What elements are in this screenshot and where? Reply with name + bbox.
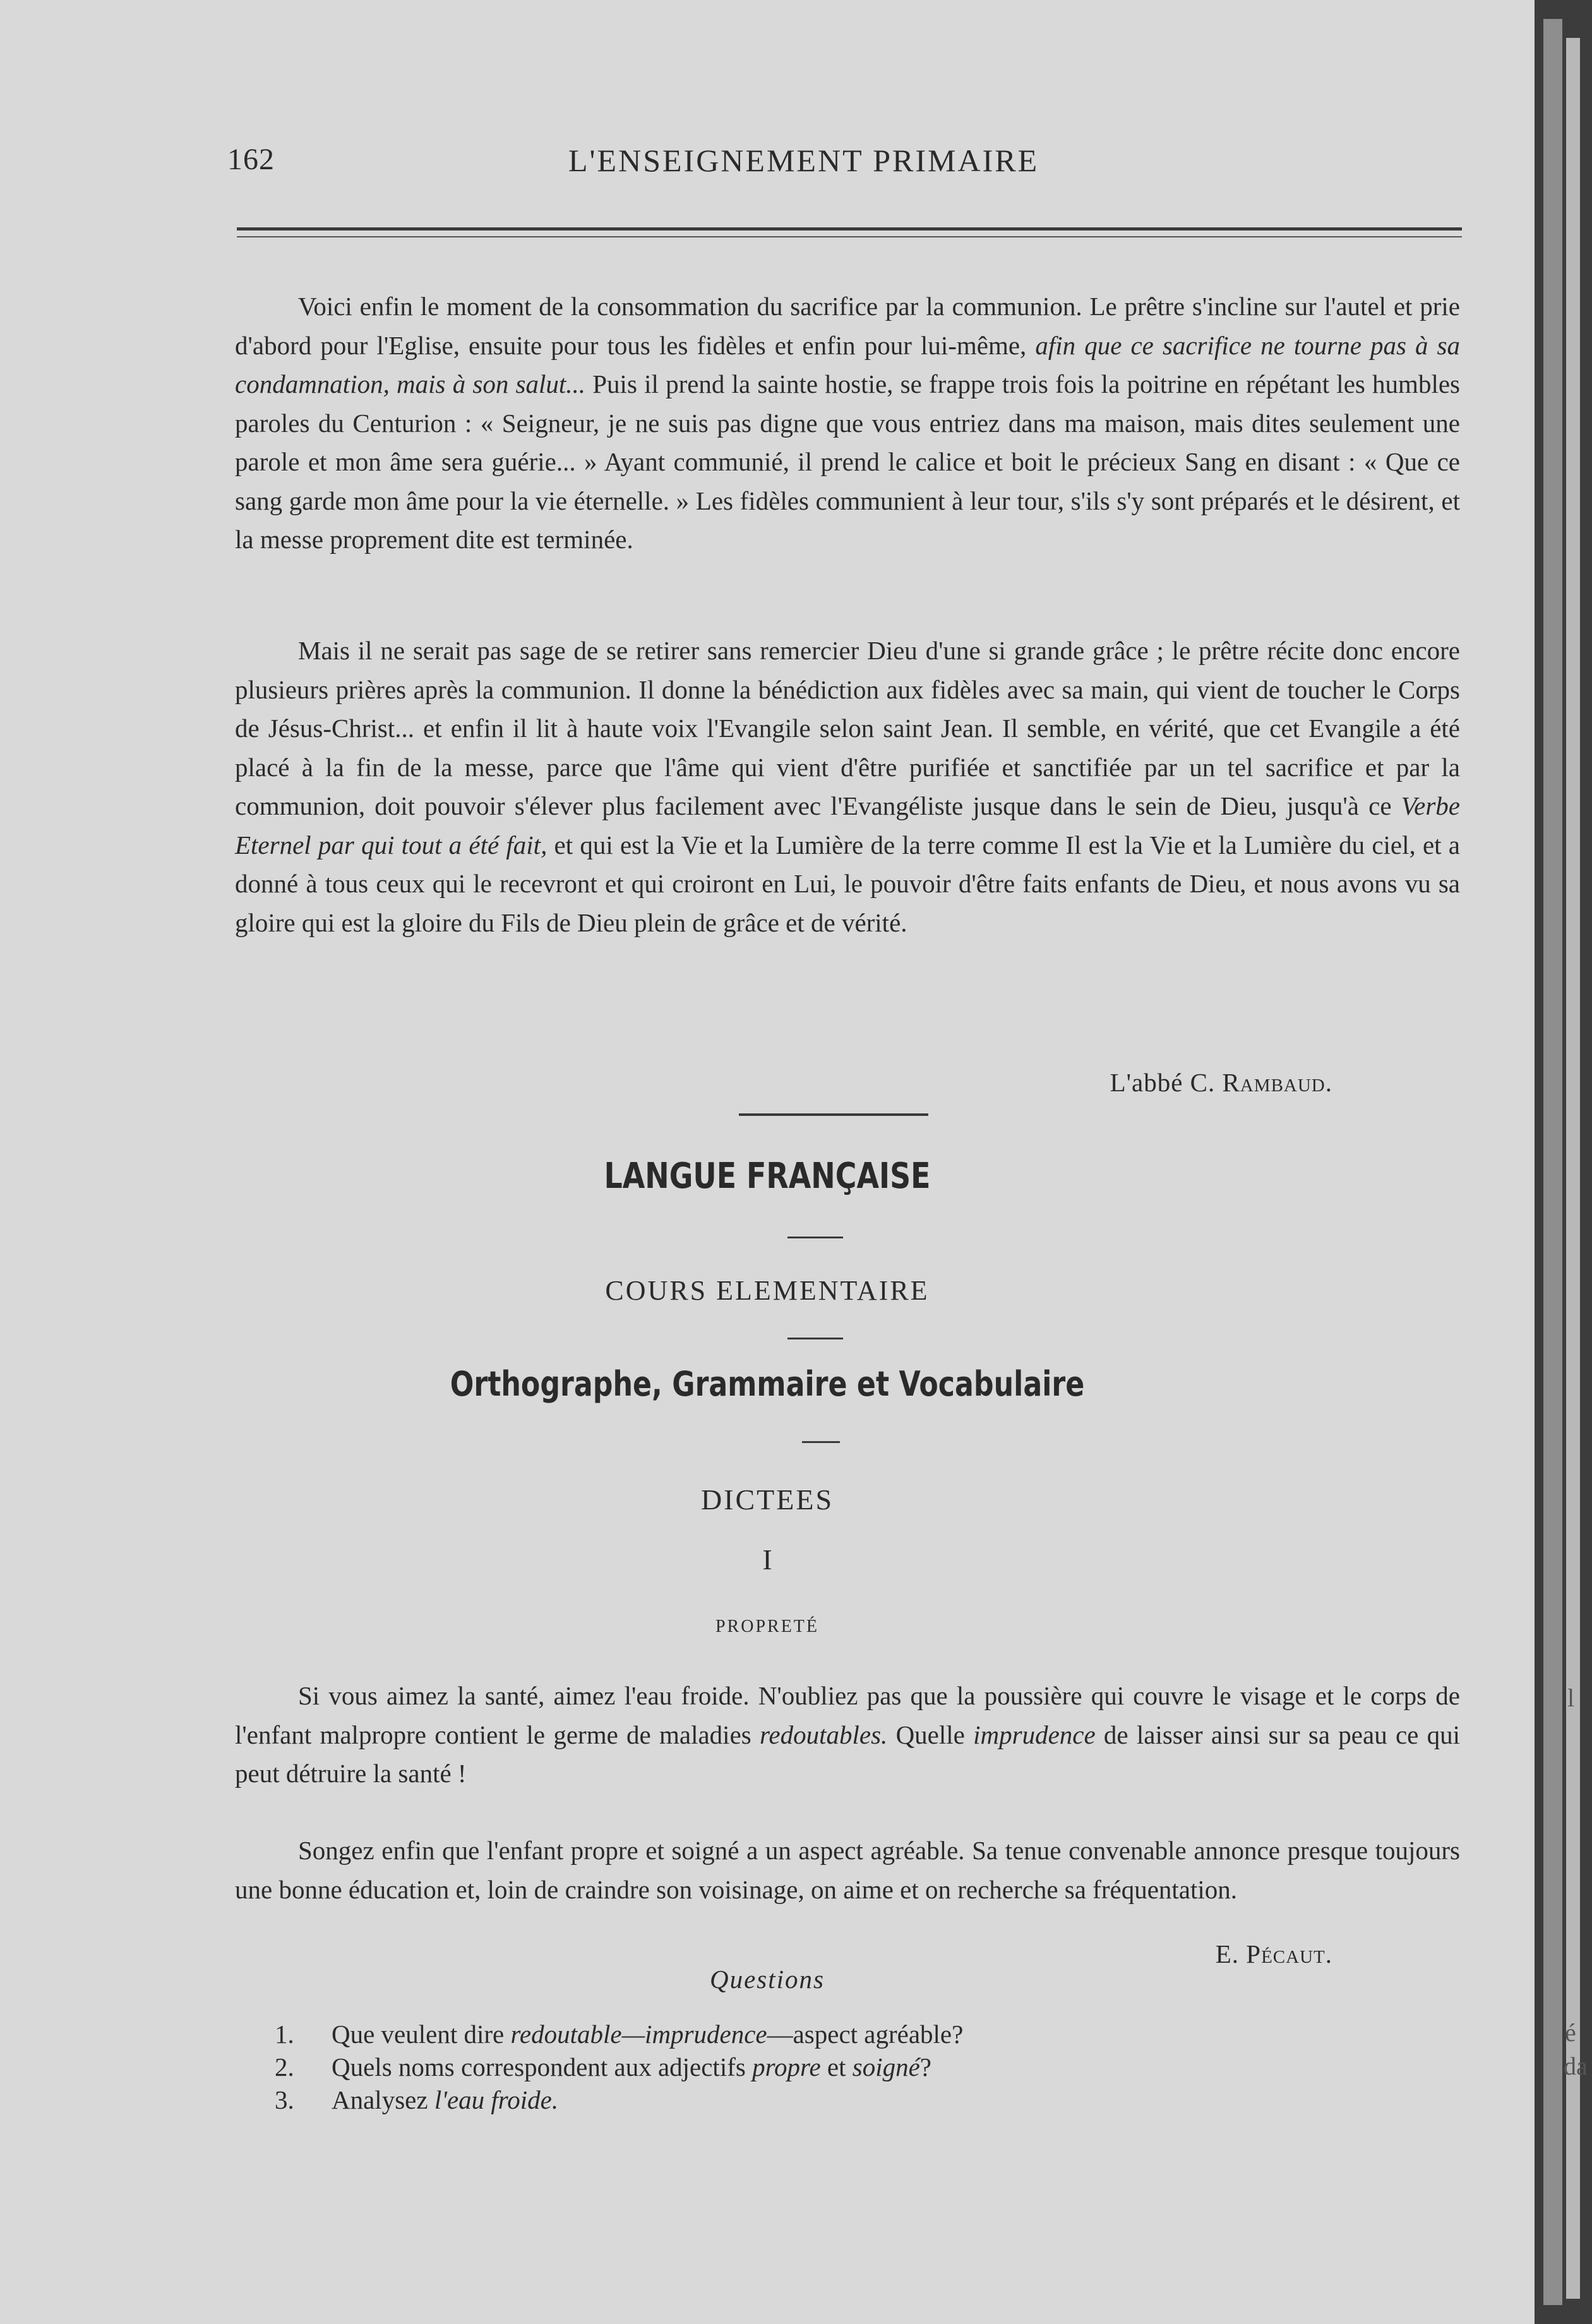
question-text: Analysez: [332, 2085, 434, 2114]
adjacent-page-fragment: da: [1564, 2052, 1588, 2080]
paragraph-text: et qui est la Vie et la Lumière de la terre comme Il est la Vie et la Lumière du ciel, et a donné à tous ceux qui le recevront et qui croiront en Lui, le pouvoir d'être faits enfants de Dieu, et nous avons vu sa gloire qui est la gloire du Fils de Dieu plein de grâce et de vérité.: [235, 830, 1460, 937]
adjacent-page-fragment: l: [1567, 1684, 1575, 1712]
page-number: 162: [227, 143, 275, 176]
signature-prefix: L'abbé C.: [1110, 1068, 1223, 1097]
course-level: COURS ELEMENTAIRE: [605, 1275, 930, 1306]
question-text: et: [820, 2052, 853, 2081]
article-paragraph-2: [235, 632, 1460, 942]
header-rule-thin: [237, 236, 1462, 237]
page-edge-shadow: [1543, 19, 1562, 2305]
article-paragraph-1: [235, 287, 1460, 560]
italic-word: propre: [752, 2052, 821, 2081]
question-number: 1.: [275, 2020, 294, 2049]
short-divider: [787, 1237, 843, 1238]
header-rule-thick: [237, 227, 1462, 231]
italic-phrase: Verbe Eternel par qui tout a été fait,: [235, 791, 1460, 860]
short-divider: [787, 1338, 843, 1339]
paragraph-text: Si vous aimez la santé, aimez l'eau froide. N'oubliez pas que la poussière qui couvre le visage et le corps de l'enfant malpropre contient le germe de maladies: [235, 1681, 1460, 1749]
page-header: [227, 142, 1465, 193]
page-edge-paper: [1566, 38, 1580, 2299]
adjacent-page-fragment: é: [1565, 2018, 1576, 2047]
signature-prefix: E.: [1215, 1939, 1247, 1968]
paragraph-text: Quelle: [887, 1720, 974, 1749]
section-divider: [739, 1113, 928, 1116]
dictation-topic: PROPRETÉ: [715, 1617, 820, 1636]
paragraph-text: de laisser ainsi sur sa peau ce qui peut détruire la santé !: [235, 1720, 1460, 1788]
questions-list: [275, 2018, 1475, 2116]
dictees-heading: DICTEES: [700, 1483, 834, 1516]
paragraph-text: Songez enfin que l'enfant propre et soigné a un aspect agréable. Sa tenue convenable annonce presque toujours une bonne éducation et, loin de craindre son voisinage, on aime et on recherche sa fréquentation.: [235, 1836, 1460, 1904]
italic-phrase: afin que ce sacrifice ne tourne pas à sa condamnation, mais à son salut...: [235, 330, 1460, 398]
short-divider: [802, 1441, 840, 1443]
italic-word: soigné: [852, 2052, 920, 2081]
section-subtitle: Orthographe, Grammaire et Vocabulaire: [450, 1364, 1085, 1404]
paragraph-text: Puis il prend la sainte hostie, se frappe trois fois la poitrine en répétant les humbles paroles du Centurion : « Seigneur, je ne suis pas digne que vous entriez dans ma maison, mais dites seulement une parole et mon âme sera guérie... » Ayant communié, il prend le calice et boit le précieux Sang en disant : « Que ce sang garde mon âme pour la vie éternelle. » Les fidèles communient à leur tour, s'ils s'y sont préparés et le désirent, et la messe proprement dite est terminée.: [235, 369, 1460, 554]
paragraph-text: Mais il ne serait pas sage de se retirer sans remercier Dieu d'une si grande grâce ; le prêtre récite donc encore plusieurs prières après la communion. Il donne la bénédiction aux fidèles avec sa main, qui vient de toucher le Corps de Jésus-Christ... et enfin il lit à haute voix l'Evangile selon saint Jean. Il semble, en vérité, que cet Evangile a été placé à la fin de la messe, parce que l'âme qui vient d'être purifiée et sanctifiée par un tel sacrifice et par la communion, doit pouvoir s'élever plus facilement avec l'Evangéliste jusque dans le sein de Dieu, jusqu'à ce: [235, 636, 1460, 820]
signature-name: Pécaut.: [1246, 1939, 1332, 1968]
article-signature: [1110, 1067, 1332, 1098]
question-number: 2.: [275, 2052, 294, 2081]
question-number: 3.: [275, 2085, 294, 2114]
section-title: LANGUE FRANÇAISE: [604, 1156, 931, 1197]
italic-word: imprudence: [973, 1720, 1096, 1749]
dictation-paragraph-2: [235, 1831, 1460, 1909]
dictation-paragraph-1: [235, 1677, 1460, 1794]
question-text: —aspect agréable?: [767, 2020, 964, 2049]
question-text: Que veulent dire: [332, 2020, 511, 2049]
running-title: L'ENSEIGNEMENT PRIMAIRE: [568, 143, 1039, 178]
italic-word: redoutables.: [759, 1720, 888, 1749]
signature-name: Rambaud.: [1222, 1068, 1332, 1097]
italic-word: l'eau froide.: [434, 2085, 559, 2114]
question-text: ?: [919, 2052, 931, 2081]
question-text: Quels noms correspondent aux adjectifs: [332, 2052, 753, 2081]
adjacent-page-edge: [1535, 0, 1592, 2324]
dictation-number: I: [762, 1543, 772, 1576]
questions-heading: Questions: [710, 1965, 825, 1994]
question-item: [275, 2018, 1475, 2051]
paragraph-text: Voici enfin le moment de la consommation du sacrifice par la communion. Le prêtre s'incline sur l'autel et prie d'abord pour l'Eglise, ensuite pour tous les fidèles et enfin pour lui-même,: [235, 292, 1460, 360]
italic-word: redoutable—imprudence: [510, 2020, 767, 2049]
question-item: [275, 2051, 1475, 2083]
question-item: [275, 2083, 1475, 2116]
